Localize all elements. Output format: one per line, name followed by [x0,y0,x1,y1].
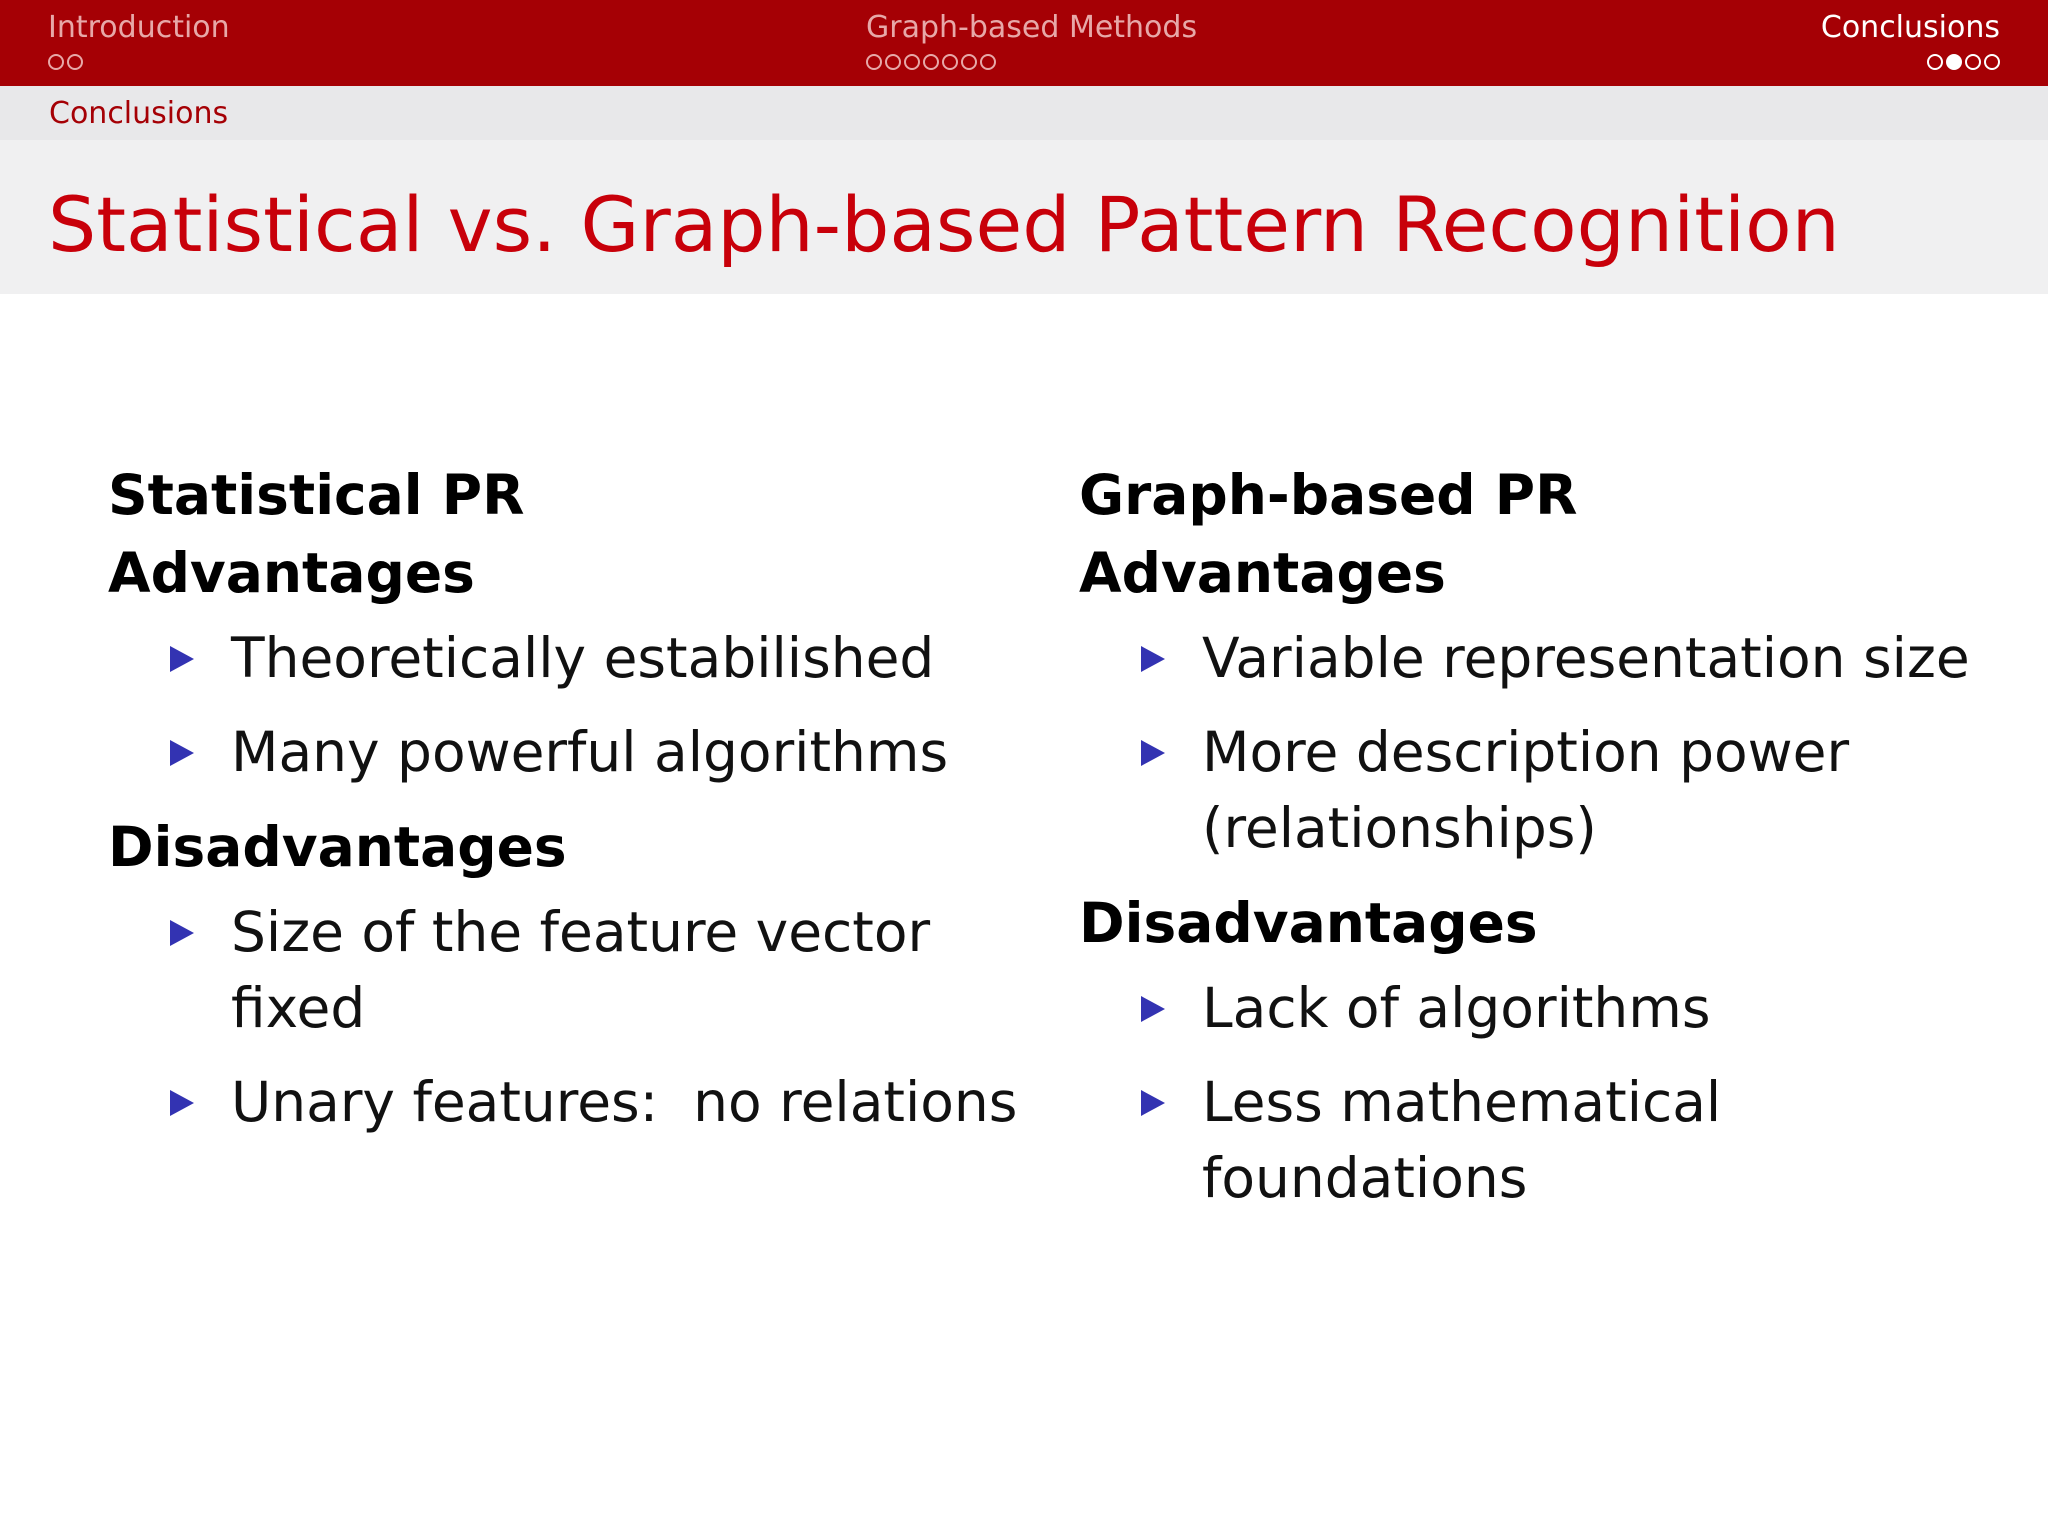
frame-dot[interactable] [1965,54,1981,70]
column-heading: Graph-based PR [1079,463,1578,527]
list-item [1079,1064,1862,1216]
bullet-triangle-icon [170,646,194,672]
list-item-text: Size of the feature vector fixed [231,900,931,1040]
list-item-text: Less mathematical foundations [1202,1070,1722,1210]
list-item-text: Many powerful algorithms [231,720,949,784]
frame-dot[interactable] [885,54,901,70]
list-item [108,894,991,1046]
nav-frame-dots [866,52,1197,72]
bullet-triangle-icon [170,1090,194,1116]
frame-dot[interactable] [866,54,882,70]
subsection-bar [0,86,2048,140]
disadvantages-list [1079,970,2019,1216]
list-item [1079,970,2019,1046]
bullet-triangle-icon [170,740,194,766]
nav-section-label[interactable]: Conclusions [1820,10,2000,45]
disadvantages-heading: Disadvantages [1079,891,1538,955]
list-item [108,714,1048,790]
list-item [108,620,1048,696]
frame-dot[interactable] [1927,54,1943,70]
bullet-triangle-icon [170,920,194,946]
advantages-heading: Advantages [1079,541,1446,605]
bullet-triangle-icon [1141,646,1165,672]
graph-based-pr-column [1079,456,2019,1234]
nav-section-introduction[interactable] [48,8,230,72]
advantages-list [1079,620,2019,866]
list-item-text: Variable representation size [1202,626,1970,690]
list-item-text: Theoretically estabilished [231,626,935,690]
list-item [1079,714,1962,866]
bullet-triangle-icon [1141,1090,1165,1116]
frame-dot[interactable] [67,54,83,70]
frame-dot[interactable] [961,54,977,70]
frame-title-band [0,140,2048,294]
nav-section-label[interactable]: Introduction [48,10,230,45]
frame-dot[interactable] [1984,54,2000,70]
frame-dot[interactable] [923,54,939,70]
frame-dot[interactable] [942,54,958,70]
nav-section-conclusions[interactable] [1821,8,2000,72]
frame-dot[interactable] [48,54,64,70]
list-item-text: Lack of algorithms [1202,976,1711,1040]
list-item-text: More description power (relationships) [1202,720,1850,860]
bullet-triangle-icon [1141,996,1165,1022]
advantages-heading: Advantages [108,541,475,605]
frame-dot[interactable] [980,54,996,70]
nav-frame-dots [48,52,230,72]
section-navigation-bar [0,0,2048,86]
list-item [108,1064,1048,1140]
disadvantages-heading: Disadvantages [108,815,567,879]
frame-title: Statistical vs. Graph-based Pattern Recognition [48,180,1840,269]
column-heading: Statistical PR [108,463,525,527]
subsection-label[interactable]: Conclusions [49,96,229,131]
frame-dot[interactable] [904,54,920,70]
list-item-text: Unary features: no relations [231,1070,1018,1134]
statistical-pr-column [108,456,1048,1158]
current-frame-dot[interactable] [1946,54,1962,70]
disadvantages-list [108,894,1048,1140]
nav-frame-dots [1821,52,2000,72]
list-item [1079,620,2042,696]
nav-section-graph-based-methods[interactable] [866,8,1197,72]
nav-section-label[interactable]: Graph-based Methods [866,10,1198,45]
bullet-triangle-icon [1141,740,1165,766]
advantages-list [108,620,1048,790]
